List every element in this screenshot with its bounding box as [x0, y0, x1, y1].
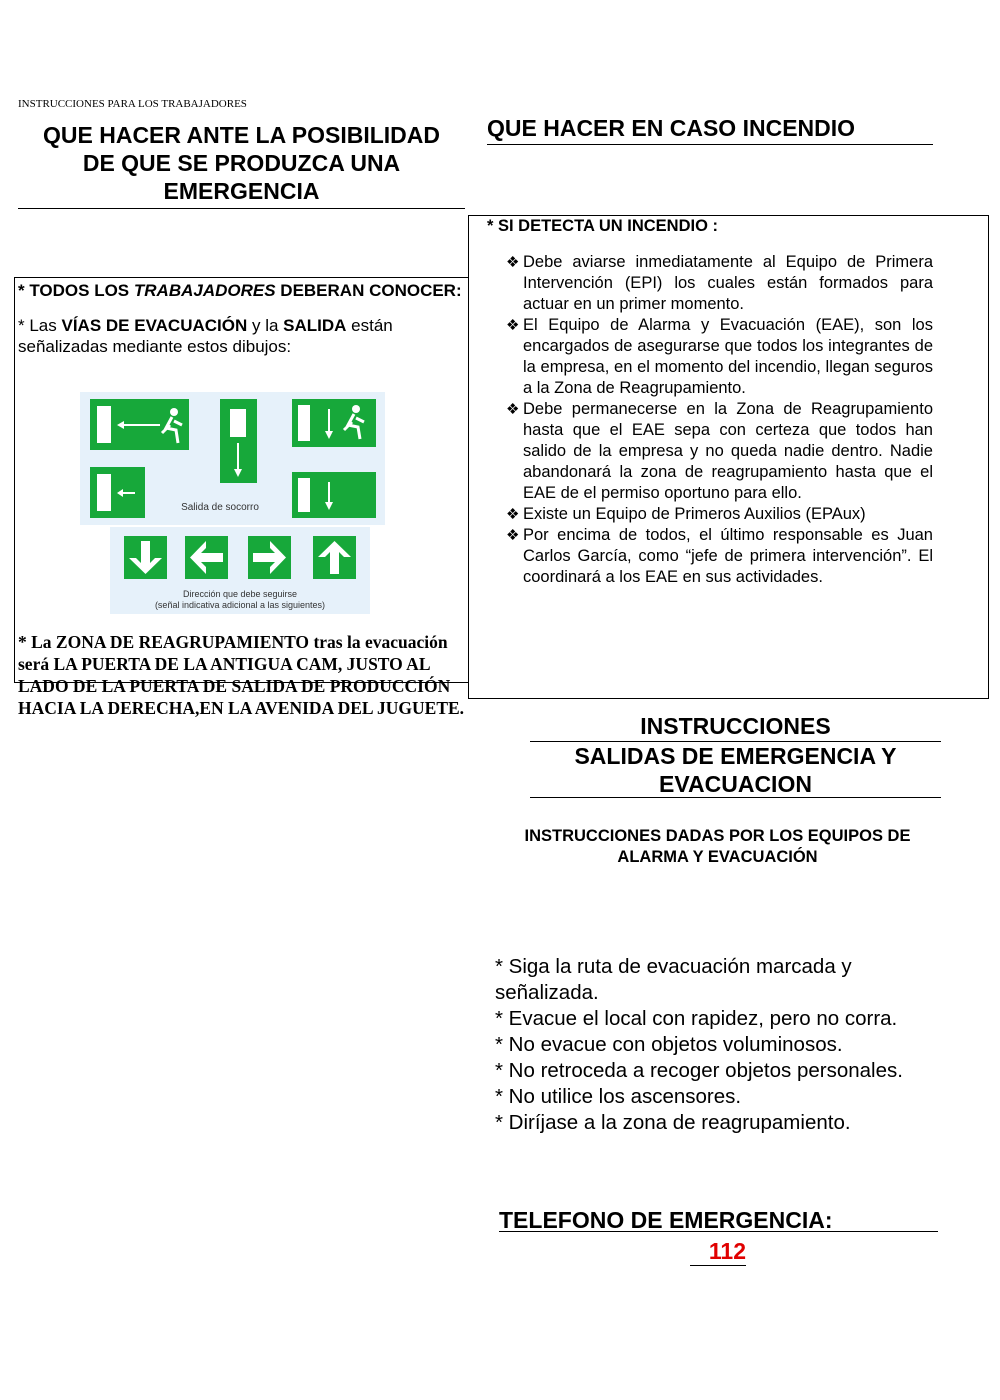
instruction-line: * No utilice los ascensores. — [495, 1085, 742, 1108]
arrow-up-sign — [313, 536, 356, 579]
exit-down-small-icon — [292, 472, 376, 518]
workers-info-content — [18, 280, 463, 357]
exit-down-runner-icon — [292, 399, 376, 447]
diamond-bullet-icon: ❖ — [506, 401, 520, 418]
fire-bullet-item — [506, 399, 933, 504]
sign-caption-emergency-exit: Salida de socorro — [181, 502, 259, 513]
evacuation-routes-paragraph — [18, 315, 463, 357]
arrow-down-sign — [124, 536, 167, 579]
left-title-line-1: QUE HACER ANTE LA POSIBILIDAD — [43, 122, 440, 148]
evacuation-subtitle-2: ALARMA Y EVACUACIÓN — [617, 848, 818, 866]
para-d: SALIDA — [283, 316, 347, 335]
fire-bullet-text: Por encima de todos, el último responsable es Juan Carlos García, como “jefe de primera intervención”. El coordinará a los EAE en sus actividades. — [523, 526, 933, 586]
regroup-zone-c: LA PUERTA DE LA ANTIGUA CAM, JUSTO AL LADO DE LA PUERTA DE SALIDA DE PRODUCCIÓN HACIA LA DERECHA,EN LA AVENIDA DEL JUGUETE. — [18, 654, 465, 718]
sign-caption-direction-1: Dirección que debe seguirse — [182, 589, 298, 599]
fire-bullet-text: El Equipo de Alarma y Evacuación (EAE), son los encargados de asegurarse que todos los integrantes de la empresa, en el momento del incendio, llegan seguros a la Zona de Reagrupamiento. — [523, 316, 933, 397]
right-title-rule — [487, 144, 933, 145]
workers-heading-b: TRABAJADORES — [133, 281, 276, 300]
fire-bullet-item — [506, 504, 933, 525]
para-e: están señalizadas mediante estos dibujos: — [18, 316, 393, 356]
instruction-line: * Evacue el local con rapidez, pero no corra. — [495, 1007, 898, 1030]
emergency-phone-number-wrap — [690, 1238, 746, 1266]
workers-heading-c: DEBERAN CONOCER: — [275, 281, 462, 300]
fire-bullet-item — [506, 525, 933, 588]
diamond-bullet-icon: ❖ — [506, 527, 520, 544]
exit-left-icon — [90, 467, 145, 518]
fire-box-heading: * SI DETECTA UN INCENDIO : — [487, 217, 719, 235]
emergency-phone-label: TELEFONO DE EMERGENCIA: — [499, 1207, 833, 1233]
left-title — [18, 121, 465, 205]
evacuation-title-3: EVACUACION — [659, 771, 812, 797]
regroup-zone-paragraph — [18, 631, 468, 719]
evacuation-title — [530, 712, 941, 798]
exit-sign-down — [292, 472, 376, 518]
instruction-line: señalizada. — [495, 981, 599, 1004]
arrow-right-sign — [248, 536, 291, 579]
fire-bullet-text: Existe un Equipo de Primeros Auxilios (EPAux) — [523, 505, 866, 523]
instruction-line: * Diríjase a la zona de reagrupamiento. — [495, 1111, 851, 1134]
evacuation-title-1: INSTRUCCIONES — [640, 713, 831, 739]
fire-bullet-item — [506, 252, 933, 315]
evacuation-title-rule — [530, 797, 941, 798]
para-b: VÍAS DE EVACUACIÓN — [61, 316, 248, 335]
evacuation-title-2: SALIDAS DE EMERGENCIA Y — [530, 741, 941, 770]
para-a: * Las — [18, 316, 62, 335]
exit-sign-down-tall — [220, 399, 257, 483]
fire-bullet-item — [506, 315, 933, 399]
regroup-zone-b: tras la evacuación será — [18, 632, 448, 674]
workers-heading-a: * TODOS LOS — [18, 281, 134, 300]
para-c: y la — [247, 316, 284, 335]
phone-label-rule — [499, 1231, 938, 1232]
instruction-line: * No evacue con objetos voluminosos. — [495, 1033, 843, 1056]
arrow-left-icon — [185, 536, 228, 579]
right-title: QUE HACER EN CASO INCENDIO — [487, 115, 856, 141]
evacuation-subtitle-1: INSTRUCCIONES DADAS POR LOS EQUIPOS DE — [524, 827, 911, 845]
fire-bullet-text: Debe aviarse inmediatamente al Equipo de Primera Intervención (EPI) los cuales están formados para actuar en un primer momento. — [523, 253, 933, 313]
arrow-down-icon — [124, 536, 167, 579]
diamond-bullet-icon: ❖ — [506, 317, 520, 334]
exit-sign-down-runner — [292, 399, 376, 447]
diamond-bullet-icon: ❖ — [506, 506, 520, 523]
sign-caption-direction-2: (señal indicativa adicional a las siguientes) — [154, 600, 326, 610]
document-header: INSTRUCCIONES PARA LOS TRABAJADORES — [18, 98, 247, 110]
exit-signs-panel — [80, 392, 385, 525]
left-title-line-2: DE QUE SE PRODUZCA UNA — [82, 150, 401, 176]
evacuation-instructions — [495, 954, 965, 1136]
exit-left-runner-icon — [90, 399, 189, 450]
sign-caption-direction — [110, 589, 370, 611]
arrow-left-sign — [185, 536, 228, 579]
left-title-rule — [18, 208, 465, 209]
fire-bullets-list — [506, 252, 933, 588]
fire-bullet-text: Debe permanecerse en la Zona de Reagrupamiento hasta que el EAE sepa con certeza que todos han salido de la empresa y no queda nadie dentro. Nadie abandonará la zona de reagrupamiento hasta que el EAE de el permiso oportuno para ello. — [523, 400, 933, 502]
emergency-phone-number: 112 — [708, 1238, 746, 1264]
arrow-right-icon — [248, 536, 291, 579]
left-title-line-3: EMERGENCIA — [163, 178, 320, 204]
diamond-bullet-icon: ❖ — [506, 254, 520, 271]
workers-heading — [18, 280, 463, 301]
evacuation-subtitle — [480, 826, 955, 868]
arrow-up-icon — [313, 536, 356, 579]
exit-sign-left-runner — [90, 399, 189, 450]
instruction-line: * No retroceda a recoger objetos personales. — [495, 1059, 903, 1082]
exit-down-icon — [220, 399, 257, 483]
instruction-line: * Siga la ruta de evacuación marcada y — [495, 955, 852, 978]
exit-sign-left-small — [90, 467, 145, 518]
direction-signs-panel — [110, 527, 370, 614]
regroup-zone-a: * La ZONA DE REAGRUPAMIENTO — [18, 632, 310, 652]
